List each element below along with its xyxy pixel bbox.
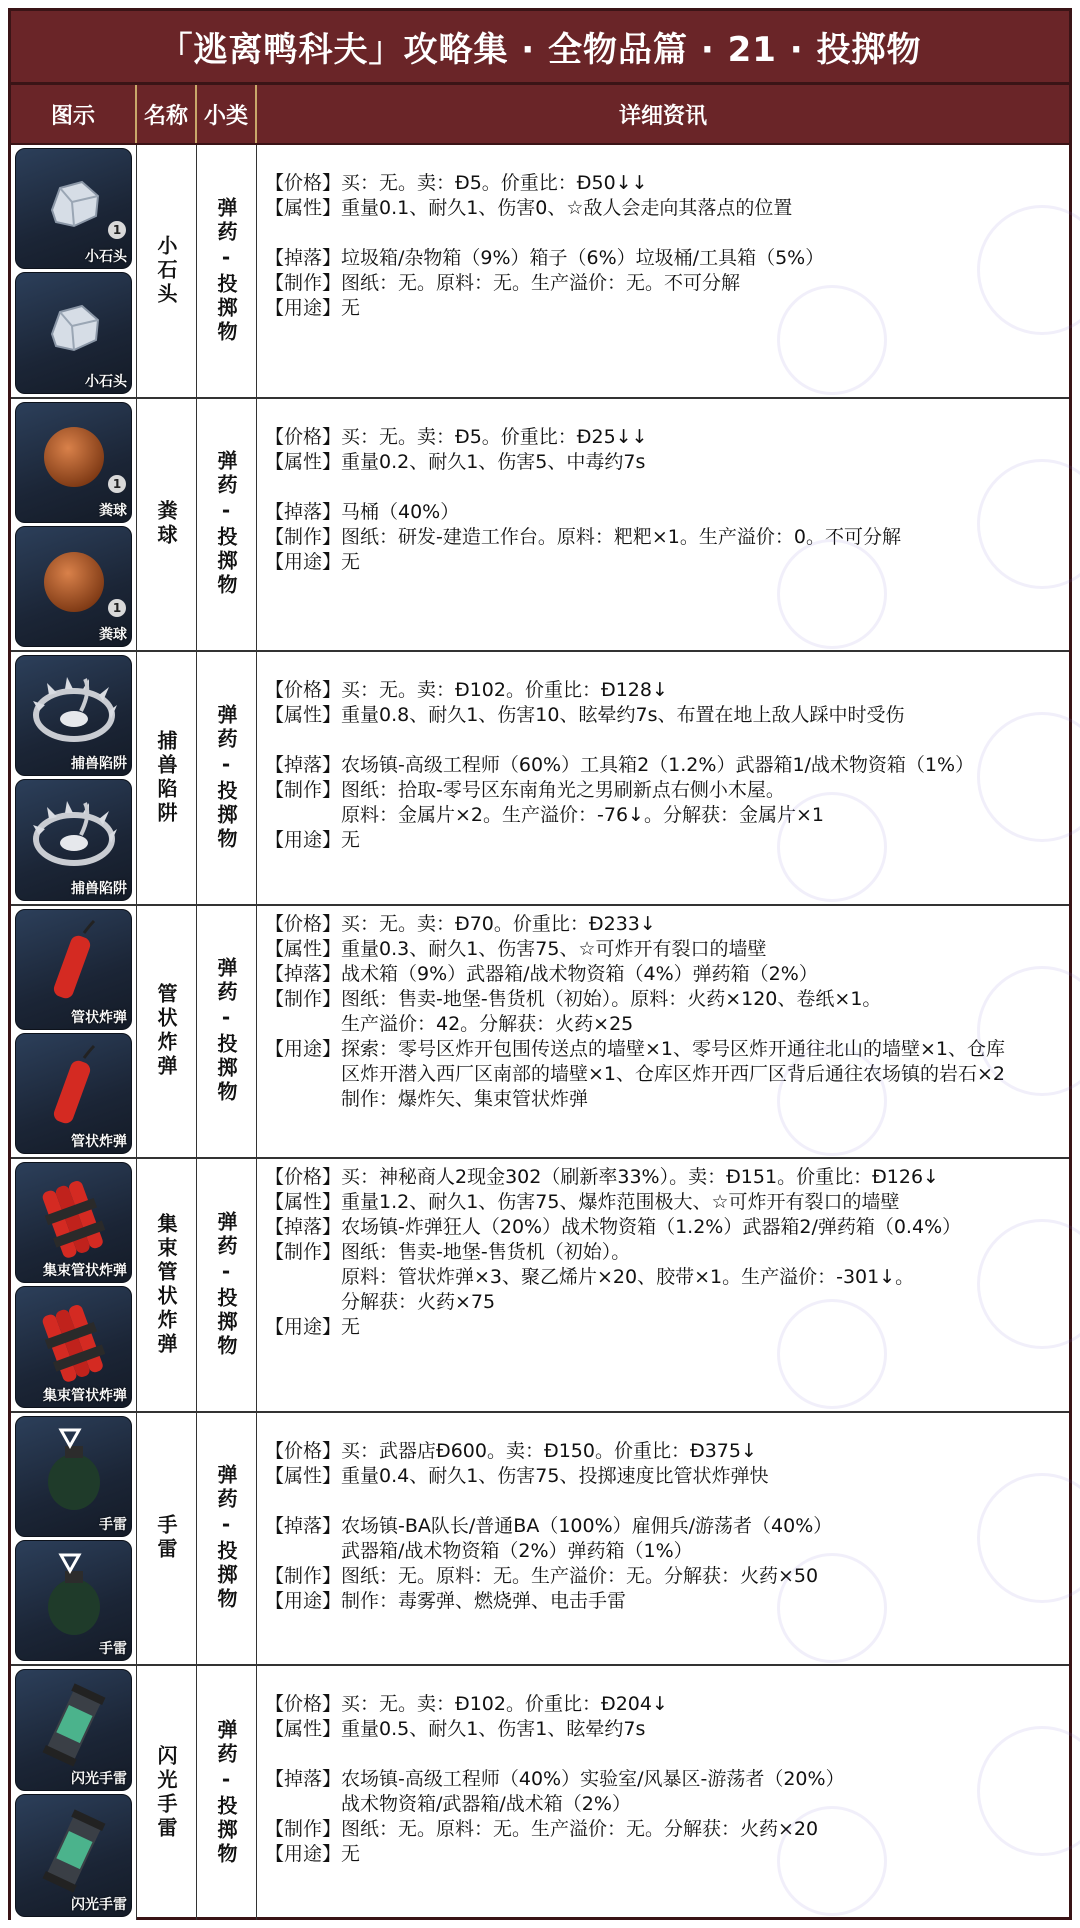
detail-line: 战术物资箱/武器箱/战术箱（2%） [341, 1793, 631, 1815]
detail-line: 分解获：火药×75 [341, 1291, 496, 1313]
detail-line: 【价格】买：无。卖：Đ5。价重比：Đ50↓↓ [265, 172, 648, 194]
detail-line: 【制作】图纸：研发-建造工作台。原料：粑粑×1。生产溢价：0。不可分解 [265, 525, 901, 548]
detail-line [265, 475, 1061, 500]
detail-line: 原料：管状炸弹×3、聚乙烯片×20、胶带×1。生产溢价：-301↓。 [341, 1266, 915, 1288]
detail-line [265, 728, 1061, 753]
slot-label: 小石头 [85, 249, 127, 266]
detail-line: 【属性】重量1.2、耐久1、伤害75、爆炸范围极大、☆可炸开有裂口的墙壁 [265, 1191, 900, 1213]
slot-label: 捕兽陷阱 [71, 756, 127, 773]
item-slot [15, 779, 132, 900]
header-name: 名称 [137, 85, 197, 143]
item-type: 弹药-投掷物 [214, 196, 238, 345]
item-slot [15, 655, 132, 776]
item-detail-cell [257, 1666, 1069, 1920]
detail-line: 制作：爆炸矢、集束管状炸弹 [341, 1087, 589, 1110]
detail-line: 【用途】制作：毒雾弹、燃烧弹、电击手雷 [265, 1589, 627, 1612]
item-image-cell [11, 906, 137, 1158]
table-row [11, 1666, 1069, 1920]
detail-line: 【属性】重量0.1、耐久1、伤害0、☆敌人会走向其落点的位置 [265, 197, 793, 219]
detail-line: 【制作】图纸：售卖-地堡-售货机（初始）。 [265, 1241, 631, 1263]
dung-ball-icon [40, 423, 108, 491]
item-name-cell [137, 906, 197, 1158]
item-slot [15, 1669, 132, 1791]
detail-line: 生产溢价：42。分解获：火药×25 [341, 1012, 634, 1035]
detail-line: 【价格】买：无。卖：Đ70。价重比：Đ233↓ [265, 912, 656, 935]
grenade-icon [39, 1551, 109, 1641]
item-slot [15, 1540, 132, 1661]
detail-line: 【价格】买：无。卖：Đ102。价重比：Đ204↓ [265, 1693, 668, 1715]
item-name-cell [137, 1413, 197, 1665]
item-type-cell [197, 1666, 257, 1920]
item-slot [15, 272, 132, 393]
detail-line: 【属性】重量0.5、耐久1、伤害1、眩晕约7s [265, 1718, 646, 1740]
item-image-cell [11, 652, 137, 904]
detail-line: 【用途】无 [265, 829, 361, 851]
detail-line: 【属性】重量0.8、耐久1、伤害10、眩晕约7s、布置在地上敌人踩中时受伤 [265, 704, 905, 726]
item-slot [15, 402, 132, 523]
slot-label: 集束管状炸弹 [43, 1263, 127, 1280]
header-detail: 详细资讯 [618, 103, 707, 129]
item-slot [15, 1033, 132, 1154]
detail-line: 【属性】重量0.2、耐久1、伤害5、中毒约7s [265, 450, 646, 473]
slot-label: 捕兽陷阱 [71, 880, 127, 897]
detail-line: 【掉落】农场镇-BA队长/普通BA（100%）雇佣兵/游荡者（40%） [265, 1514, 833, 1537]
item-image-cell [11, 1159, 137, 1411]
slot-label: 粪球 [99, 627, 127, 643]
item-name: 粪球 [154, 500, 178, 549]
detail-line [265, 221, 1061, 246]
item-slot [15, 1416, 132, 1537]
item-slot [15, 1162, 132, 1283]
detail-line: 【用途】无 [265, 550, 361, 573]
detail-line: 【掉落】垃圾箱/杂物箱（9%）箱子（6%）垃圾桶/工具箱（5%） [265, 247, 825, 269]
item-detail-cell [257, 652, 1069, 904]
table-row [11, 1413, 1069, 1667]
table-row [11, 1159, 1069, 1413]
flash-grenade-icon [39, 1805, 109, 1897]
item-name-cell [137, 1159, 197, 1411]
slot-label: 手雷 [99, 1516, 127, 1533]
item-slot [15, 909, 132, 1030]
detail-line: 【用途】无 [265, 1843, 361, 1865]
detail-line: 【价格】买：武器店Đ600。卖：Đ150。价重比：Đ375↓ [265, 1439, 757, 1462]
item-name: 小石头 [154, 234, 178, 307]
detail-line: 【用途】无 [265, 297, 361, 319]
item-name-cell [137, 145, 197, 397]
item-type-cell [197, 652, 257, 904]
detail-line [265, 1742, 1061, 1767]
detail-line: 【用途】无 [265, 1316, 361, 1338]
slot-label: 闪光手雷 [71, 1896, 127, 1913]
table-row [11, 652, 1069, 906]
detail-line: 【掉落】战术箱（9%）武器箱/战术物资箱（4%）弹药箱（2%） [265, 962, 818, 985]
detail-line: 【制作】图纸：无。原料：无。生产溢价：无。不可分解 [265, 272, 741, 294]
item-type: 弹药-投掷物 [214, 1464, 238, 1613]
item-type: 弹药-投掷物 [214, 703, 238, 852]
slot-label: 管状炸弹 [71, 1009, 127, 1026]
item-type: 弹药-投掷物 [214, 1210, 238, 1359]
cluster-bomb-icon [38, 1172, 110, 1264]
header-type: 小类 [197, 85, 257, 143]
table-row [11, 399, 1069, 653]
detail-line: 【掉落】农场镇-炸弹狂人（20%）战术物资箱（1.2%）武器箱2/弹药箱（0.4%） [265, 1216, 962, 1238]
title-bar [11, 11, 1069, 85]
item-name: 捕兽陷阱 [154, 729, 178, 826]
detail-line: 【价格】买：无。卖：Đ5。价重比：Đ25↓↓ [265, 425, 648, 448]
item-image-cell [11, 399, 137, 651]
detail-line: 区炸开潜入西厂区南部的墙壁×1、仓库区炸开西厂区背后通往农场镇的岩石×2 [341, 1062, 1006, 1085]
flash-grenade-icon [39, 1679, 109, 1771]
item-slot [15, 526, 132, 647]
detail-line: 原料：金属片×2。生产溢价：-76↓。分解获：金属片×1 [341, 804, 824, 826]
item-name: 手雷 [154, 1514, 178, 1563]
detail-line: 【制作】图纸：无。原料：无。生产溢价：无。分解获：火药×20 [265, 1818, 819, 1840]
slot-label: 闪光手雷 [71, 1771, 127, 1788]
item-image-cell [11, 1666, 137, 1920]
detail-line: 【价格】买：无。卖：Đ102。价重比：Đ128↓ [265, 679, 668, 701]
item-type: 弹药-投掷物 [214, 1718, 238, 1867]
table-row [11, 145, 1069, 399]
slot-label: 集束管状炸弹 [43, 1387, 127, 1404]
item-slot [15, 148, 132, 269]
item-detail-cell [257, 1159, 1069, 1411]
item-type: 弹药-投掷物 [214, 957, 238, 1106]
item-detail-cell [257, 399, 1069, 651]
detail-line: 【掉落】马桶（40%） [265, 500, 460, 523]
slot-label: 手雷 [99, 1641, 127, 1657]
slot-label: 粪球 [99, 502, 127, 519]
guide-page [8, 8, 1072, 1920]
item-type-cell [197, 399, 257, 651]
item-type-cell [197, 1413, 257, 1665]
rock-icon [42, 176, 106, 232]
slot-label: 管状炸弹 [71, 1134, 127, 1150]
detail-line: 【制作】图纸：拾取-零号区东南角光之男刷新点右侧小木屋。 [265, 779, 785, 801]
item-type-cell [197, 1159, 257, 1411]
detail-line: 【属性】重量0.4、耐久1、伤害75、投掷速度比管状炸弹快 [265, 1464, 769, 1487]
detail-line: 武器箱/战术物资箱（2%）弹药箱（1%） [341, 1539, 693, 1562]
item-type-cell [197, 906, 257, 1158]
item-name: 闪光手雷 [154, 1744, 178, 1841]
dung-ball-icon [40, 548, 108, 616]
header-image: 图示 [11, 85, 137, 143]
item-detail-cell [257, 1413, 1069, 1665]
grenade-icon [39, 1426, 109, 1516]
table-row [11, 906, 1069, 1160]
item-name: 管状炸弹 [154, 983, 178, 1080]
bear-trap-icon [29, 795, 119, 875]
detail-line [265, 1489, 1061, 1514]
detail-line: 【制作】图纸：无。原料：无。生产溢价：无。分解获：火药×50 [265, 1564, 819, 1587]
slot-label: 小石头 [85, 373, 127, 390]
item-type-cell [197, 145, 257, 397]
detail-line: 【价格】买：神秘商人2现金302（刷新率33%）。卖：Đ151。价重比：Đ126↓ [265, 1166, 939, 1188]
quantity-badge: 1 [108, 475, 126, 493]
item-detail-cell [257, 906, 1069, 1158]
item-image-cell [11, 145, 137, 397]
quantity-badge: 1 [108, 221, 126, 239]
item-slot [15, 1286, 132, 1407]
item-name-cell [137, 652, 197, 904]
detail-line: 【属性】重量0.3、耐久1、伤害75、☆可炸开有裂口的墙壁 [265, 937, 767, 960]
item-name-cell [137, 1666, 197, 1920]
pipe-bomb-icon [44, 919, 104, 1009]
detail-line: 【用途】探索：零号区炸开包围传送点的墙壁×1、零号区炸开通往北山的墙壁×1、仓库 [265, 1037, 1006, 1060]
item-name: 集束管状炸弹 [154, 1212, 178, 1357]
detail-line: 【制作】图纸：售卖-地堡-售货机（初始）。原料：火药×120、卷纸×1。 [265, 987, 882, 1010]
table-header [11, 85, 1069, 145]
item-slot [15, 1794, 132, 1916]
item-detail-cell [257, 145, 1069, 397]
item-name-cell [137, 399, 197, 651]
rock-icon [42, 300, 106, 356]
detail-line: 【掉落】农场镇-高级工程师（40%）实验室/风暴区-游荡者（20%） [265, 1768, 845, 1790]
pipe-bomb-icon [44, 1044, 104, 1134]
detail-line: 【掉落】农场镇-高级工程师（60%）工具箱2（1.2%）武器箱1/战术物资箱（1%） [265, 754, 975, 776]
page-title: 「逃离鸭科夫」攻略集 · 全物品篇 · 21 · 投掷物 [158, 30, 922, 70]
bear-trap-icon [29, 671, 119, 751]
item-type: 弹药-投掷物 [214, 450, 238, 599]
cluster-bomb-icon [38, 1296, 110, 1388]
item-table [11, 145, 1069, 1920]
item-image-cell [11, 1413, 137, 1665]
quantity-badge: 1 [108, 599, 126, 617]
